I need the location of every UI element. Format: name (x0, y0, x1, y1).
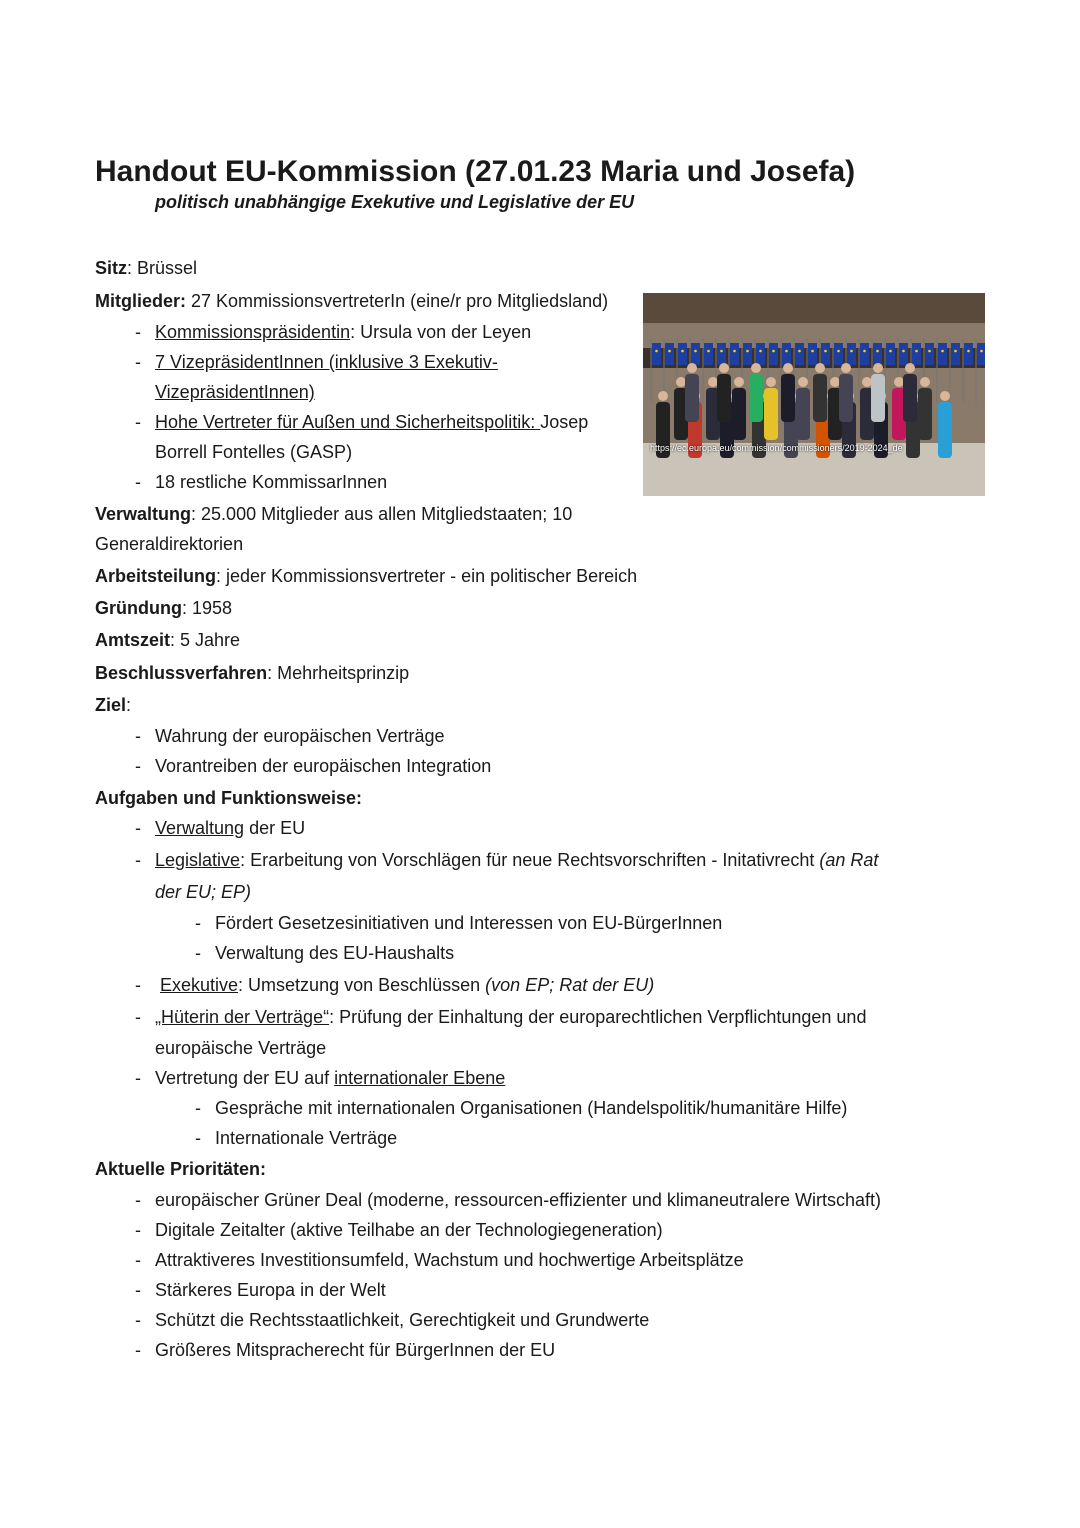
prioritaeten-heading: Aktuelle Prioritäten: (95, 1159, 267, 1179)
person-head (676, 377, 686, 387)
vertretung-link: internationaler Ebene (334, 1068, 506, 1088)
list-item (135, 321, 532, 343)
flag-star (954, 350, 957, 353)
amtszeit-label: Amtszeit (95, 630, 171, 650)
list-item (135, 725, 445, 747)
flag-star (746, 350, 749, 353)
person-body (903, 374, 917, 422)
dash: - (195, 913, 201, 933)
eu-flag (977, 343, 985, 365)
legislative-rest: : Erarbeitung von Vorschlägen für neue Rechtsvorschriften - Initativrecht (240, 850, 820, 870)
amtszeit-value: : 5 Jahre (170, 630, 241, 650)
verwaltung-value: : 25.000 Mitglieder aus allen Mitgliedstaaten; 10 (191, 504, 573, 524)
person-body (781, 374, 795, 422)
photo-illustration (643, 293, 985, 496)
person-body (764, 388, 778, 440)
hueterin-link: „Hüterin der Verträge“ (155, 1007, 330, 1027)
hoher-vertreter-line2: Borrell Fontelles (GASP) (155, 442, 353, 462)
eu-flag (847, 343, 856, 365)
flag-star (850, 350, 853, 353)
mitglieder-value: 27 KommissionsvertreterIn (eine/r pro Mitgliedsland) (186, 291, 609, 311)
eu-flag (925, 343, 934, 365)
list-item (135, 1189, 881, 1211)
eu-flag (912, 343, 921, 365)
person-body (813, 374, 827, 422)
dash: - (135, 1340, 141, 1360)
eu-flag (743, 343, 752, 365)
verwaltung-label: Verwaltung (95, 504, 192, 524)
eu-flag (899, 343, 908, 365)
person-head (920, 377, 930, 387)
eu-flag (795, 343, 804, 365)
list-item (135, 1006, 867, 1028)
vize-link-line2: VizepräsidentInnen) (155, 382, 315, 402)
person-body (749, 374, 763, 422)
list-item (135, 755, 492, 777)
dash: - (195, 1098, 201, 1118)
list-item-cont (155, 381, 315, 403)
person-head (815, 363, 825, 373)
eu-flag (769, 343, 778, 365)
person-head (873, 363, 883, 373)
person-body (839, 374, 853, 422)
list-item (135, 1219, 663, 1241)
sitz-value: Brüssel (132, 258, 198, 278)
beschluss-value: : Mehrheitsprinzip (267, 663, 410, 683)
gruendung-value: : 1958 (181, 598, 233, 618)
dash: - (135, 352, 141, 372)
list-item (195, 942, 455, 964)
legislative-link: Legislative (155, 850, 241, 870)
dash: - (135, 1280, 141, 1300)
prioritaet-item: Attraktiveres Investitionsumfeld, Wachstum und hochwertige Arbeitsplätze (155, 1250, 744, 1270)
list-item (135, 1249, 744, 1271)
exekutive-link: Exekutive (160, 975, 239, 995)
list-item (135, 1339, 556, 1361)
eu-flag (782, 343, 791, 365)
flag-star (980, 350, 983, 353)
eu-flag (964, 343, 973, 365)
flag-star (811, 350, 814, 353)
flag-star (876, 350, 879, 353)
eu-flag (730, 343, 739, 365)
flag-star (889, 350, 892, 353)
flag-star (824, 350, 827, 353)
sitz-line (95, 257, 197, 279)
eu-flag (665, 343, 674, 365)
sitz-label: Sitz (95, 258, 128, 278)
gruendung-label: Gründung (95, 598, 182, 618)
ziel-item: Vorantreiben der europäischen Integration (155, 756, 492, 776)
list-item (135, 1309, 650, 1331)
dash: - (135, 975, 141, 995)
person-head (798, 377, 808, 387)
dash: - (135, 756, 141, 776)
legislative-italic: (an Rat (819, 850, 879, 870)
flag-star (798, 350, 801, 353)
page-subtitle: politisch unabhängige Exekutive und Legislative der EU (155, 192, 635, 212)
person-head (783, 363, 793, 373)
praesidentin-link: Kommissionspräsidentin (155, 322, 351, 342)
verwaltung-line (95, 503, 572, 525)
list-item-cont: europäische Verträge (155, 1038, 327, 1058)
aufgaben-heading: Aufgaben und Funktionsweise: (95, 788, 363, 808)
list-item (135, 411, 589, 433)
exekutive-italic: (von EP; Rat der EU) (485, 975, 655, 995)
person-body (796, 388, 810, 440)
photo-ceiling (643, 293, 985, 323)
eu-flag (678, 343, 687, 365)
person-head (734, 377, 744, 387)
ziel-label: Ziel (95, 695, 127, 715)
eu-flag (691, 343, 700, 365)
eu-flag (808, 343, 817, 365)
flag-star (785, 350, 788, 353)
beschluss-label: Beschlussverfahren (95, 663, 268, 683)
flag-star (681, 350, 684, 353)
flag-star (668, 350, 671, 353)
kommissare-text: 18 restliche KommissarInnen (155, 472, 388, 492)
person-body (732, 388, 746, 440)
flag-star (928, 350, 931, 353)
prioritaet-item: Stärkeres Europa in der Welt (155, 1280, 386, 1300)
dash: - (135, 412, 141, 432)
dash: - (135, 1310, 141, 1330)
beschluss-line (95, 662, 409, 684)
list-item (195, 1127, 398, 1149)
list-item-cont (155, 441, 352, 463)
person-head (658, 391, 668, 401)
person-head (830, 377, 840, 387)
dash: - (135, 1220, 141, 1240)
prioritaet-item: Schützt die Rechtsstaatlichkeit, Gerechtigkeit und Grundwerte (155, 1310, 650, 1330)
eu-flag (886, 343, 895, 365)
vertretung-text: Vertretung der EU auf (155, 1068, 335, 1088)
list-item (135, 351, 498, 373)
prioritaet-item: Größeres Mitspracherecht für BürgerInnen der EU (155, 1340, 556, 1360)
person-head (751, 363, 761, 373)
list-item (195, 1097, 848, 1119)
verwaltung-value2: Generaldirektorien (95, 534, 244, 554)
verwaltung-line2 (95, 533, 243, 555)
sitz-colon: : (127, 258, 133, 278)
flag-star (837, 350, 840, 353)
list-item (135, 1067, 506, 1089)
eu-flag (938, 343, 947, 365)
dash: - (195, 1128, 201, 1148)
flag-star (707, 350, 710, 353)
flag-star (733, 350, 736, 353)
flag-star (902, 350, 905, 353)
flag-star (863, 350, 866, 353)
flag-star (941, 350, 944, 353)
person-body (685, 374, 699, 422)
exekutive-rest: : Umsetzung von Beschlüssen (238, 975, 486, 995)
hueterin-rest: : Prüfung der Einhaltung der europarechtlichen Verpflichtungen und (329, 1007, 867, 1027)
dash: - (135, 1007, 141, 1027)
person-body (871, 374, 885, 422)
person-head (687, 363, 697, 373)
verwaltung-rest: der EU (244, 818, 306, 838)
eu-flag (860, 343, 869, 365)
eu-flag (717, 343, 726, 365)
list-item (135, 849, 879, 871)
eu-flag (756, 343, 765, 365)
legislative-sub: Verwaltung des EU-Haushalts (215, 943, 455, 963)
hoher-vertreter-rest: Josep (540, 412, 589, 432)
list-item-cont: der EU; EP) (155, 882, 252, 902)
ziel-colon: : (126, 695, 132, 715)
arbeitsteilung-label: Arbeitsteilung (95, 566, 217, 586)
page-title: Handout EU-Kommission (27.01.23 Maria und Josefa) (95, 155, 856, 188)
mitglieder-line (95, 290, 608, 312)
eu-flag (873, 343, 882, 365)
vertretung-sub: Gespräche mit internationalen Organisationen (Handelspolitik/humanitäre Hilfe) (215, 1098, 848, 1118)
person-head (719, 363, 729, 373)
person-head (862, 377, 872, 387)
list-item (135, 817, 306, 839)
dash: - (135, 726, 141, 746)
vertretung-sub: Internationale Verträge (215, 1128, 398, 1148)
person-head (905, 363, 915, 373)
dash: - (135, 322, 141, 342)
eu-flag (652, 343, 661, 365)
hoher-vertreter-link: Hohe Vertreter für Außen und Sicherheitspolitik: (155, 412, 541, 432)
person-body (938, 402, 952, 458)
vize-link-line1: 7 VizepräsidentInnen (inklusive 3 Exekutiv- (155, 352, 498, 372)
person-head (940, 391, 950, 401)
verwaltung-link: Verwaltung (155, 818, 245, 838)
dash: - (135, 1190, 141, 1210)
list-item (195, 912, 723, 934)
praesidentin-rest: : Ursula von der Leyen (350, 322, 532, 342)
person-head (894, 377, 904, 387)
commission-group-photo (643, 293, 985, 496)
list-item (135, 1279, 386, 1301)
dash: - (135, 850, 141, 870)
flag-star (694, 350, 697, 353)
prioritaet-item: Digitale Zeitalter (aktive Teilhabe an der Technologiegeneration) (155, 1220, 663, 1240)
dash: - (135, 472, 141, 492)
legislative-sub: Fördert Gesetzesinitiativen und Interessen von EU-BürgerInnen (215, 913, 723, 933)
eu-flag (821, 343, 830, 365)
dash: - (135, 1068, 141, 1088)
photo-caption: https://ec.europa.eu/commission/commissioners/2019-2024_de (650, 443, 903, 453)
dash: - (135, 1250, 141, 1270)
flag-star (759, 350, 762, 353)
dash: - (195, 943, 201, 963)
prioritaet-item: europäischer Grüner Deal (moderne, ressourcen-effizienter und klimaneutralere Wirtschaft) (155, 1190, 881, 1210)
person-head (766, 377, 776, 387)
person-body (918, 388, 932, 440)
arbeitsteilung-line (95, 565, 637, 587)
eu-flag (834, 343, 843, 365)
flag-star (967, 350, 970, 353)
ziel-item: Wahrung der europäischen Verträge (155, 726, 445, 746)
amtszeit-line (95, 629, 240, 651)
person-body (717, 374, 731, 422)
ziel-line (95, 694, 131, 716)
arbeitsteilung-value: : jeder Kommissionsvertreter - ein politischer Bereich (216, 566, 638, 586)
dash: - (135, 818, 141, 838)
mitglieder-label: Mitglieder: (95, 291, 187, 311)
flag-star (655, 350, 658, 353)
flag-star (772, 350, 775, 353)
person-head (708, 377, 718, 387)
flag-star (720, 350, 723, 353)
person-head (841, 363, 851, 373)
eu-flag (704, 343, 713, 365)
gruendung-line (95, 597, 232, 619)
list-item (135, 471, 388, 493)
flag-star (915, 350, 918, 353)
eu-flag (951, 343, 960, 365)
list-item (135, 974, 655, 996)
